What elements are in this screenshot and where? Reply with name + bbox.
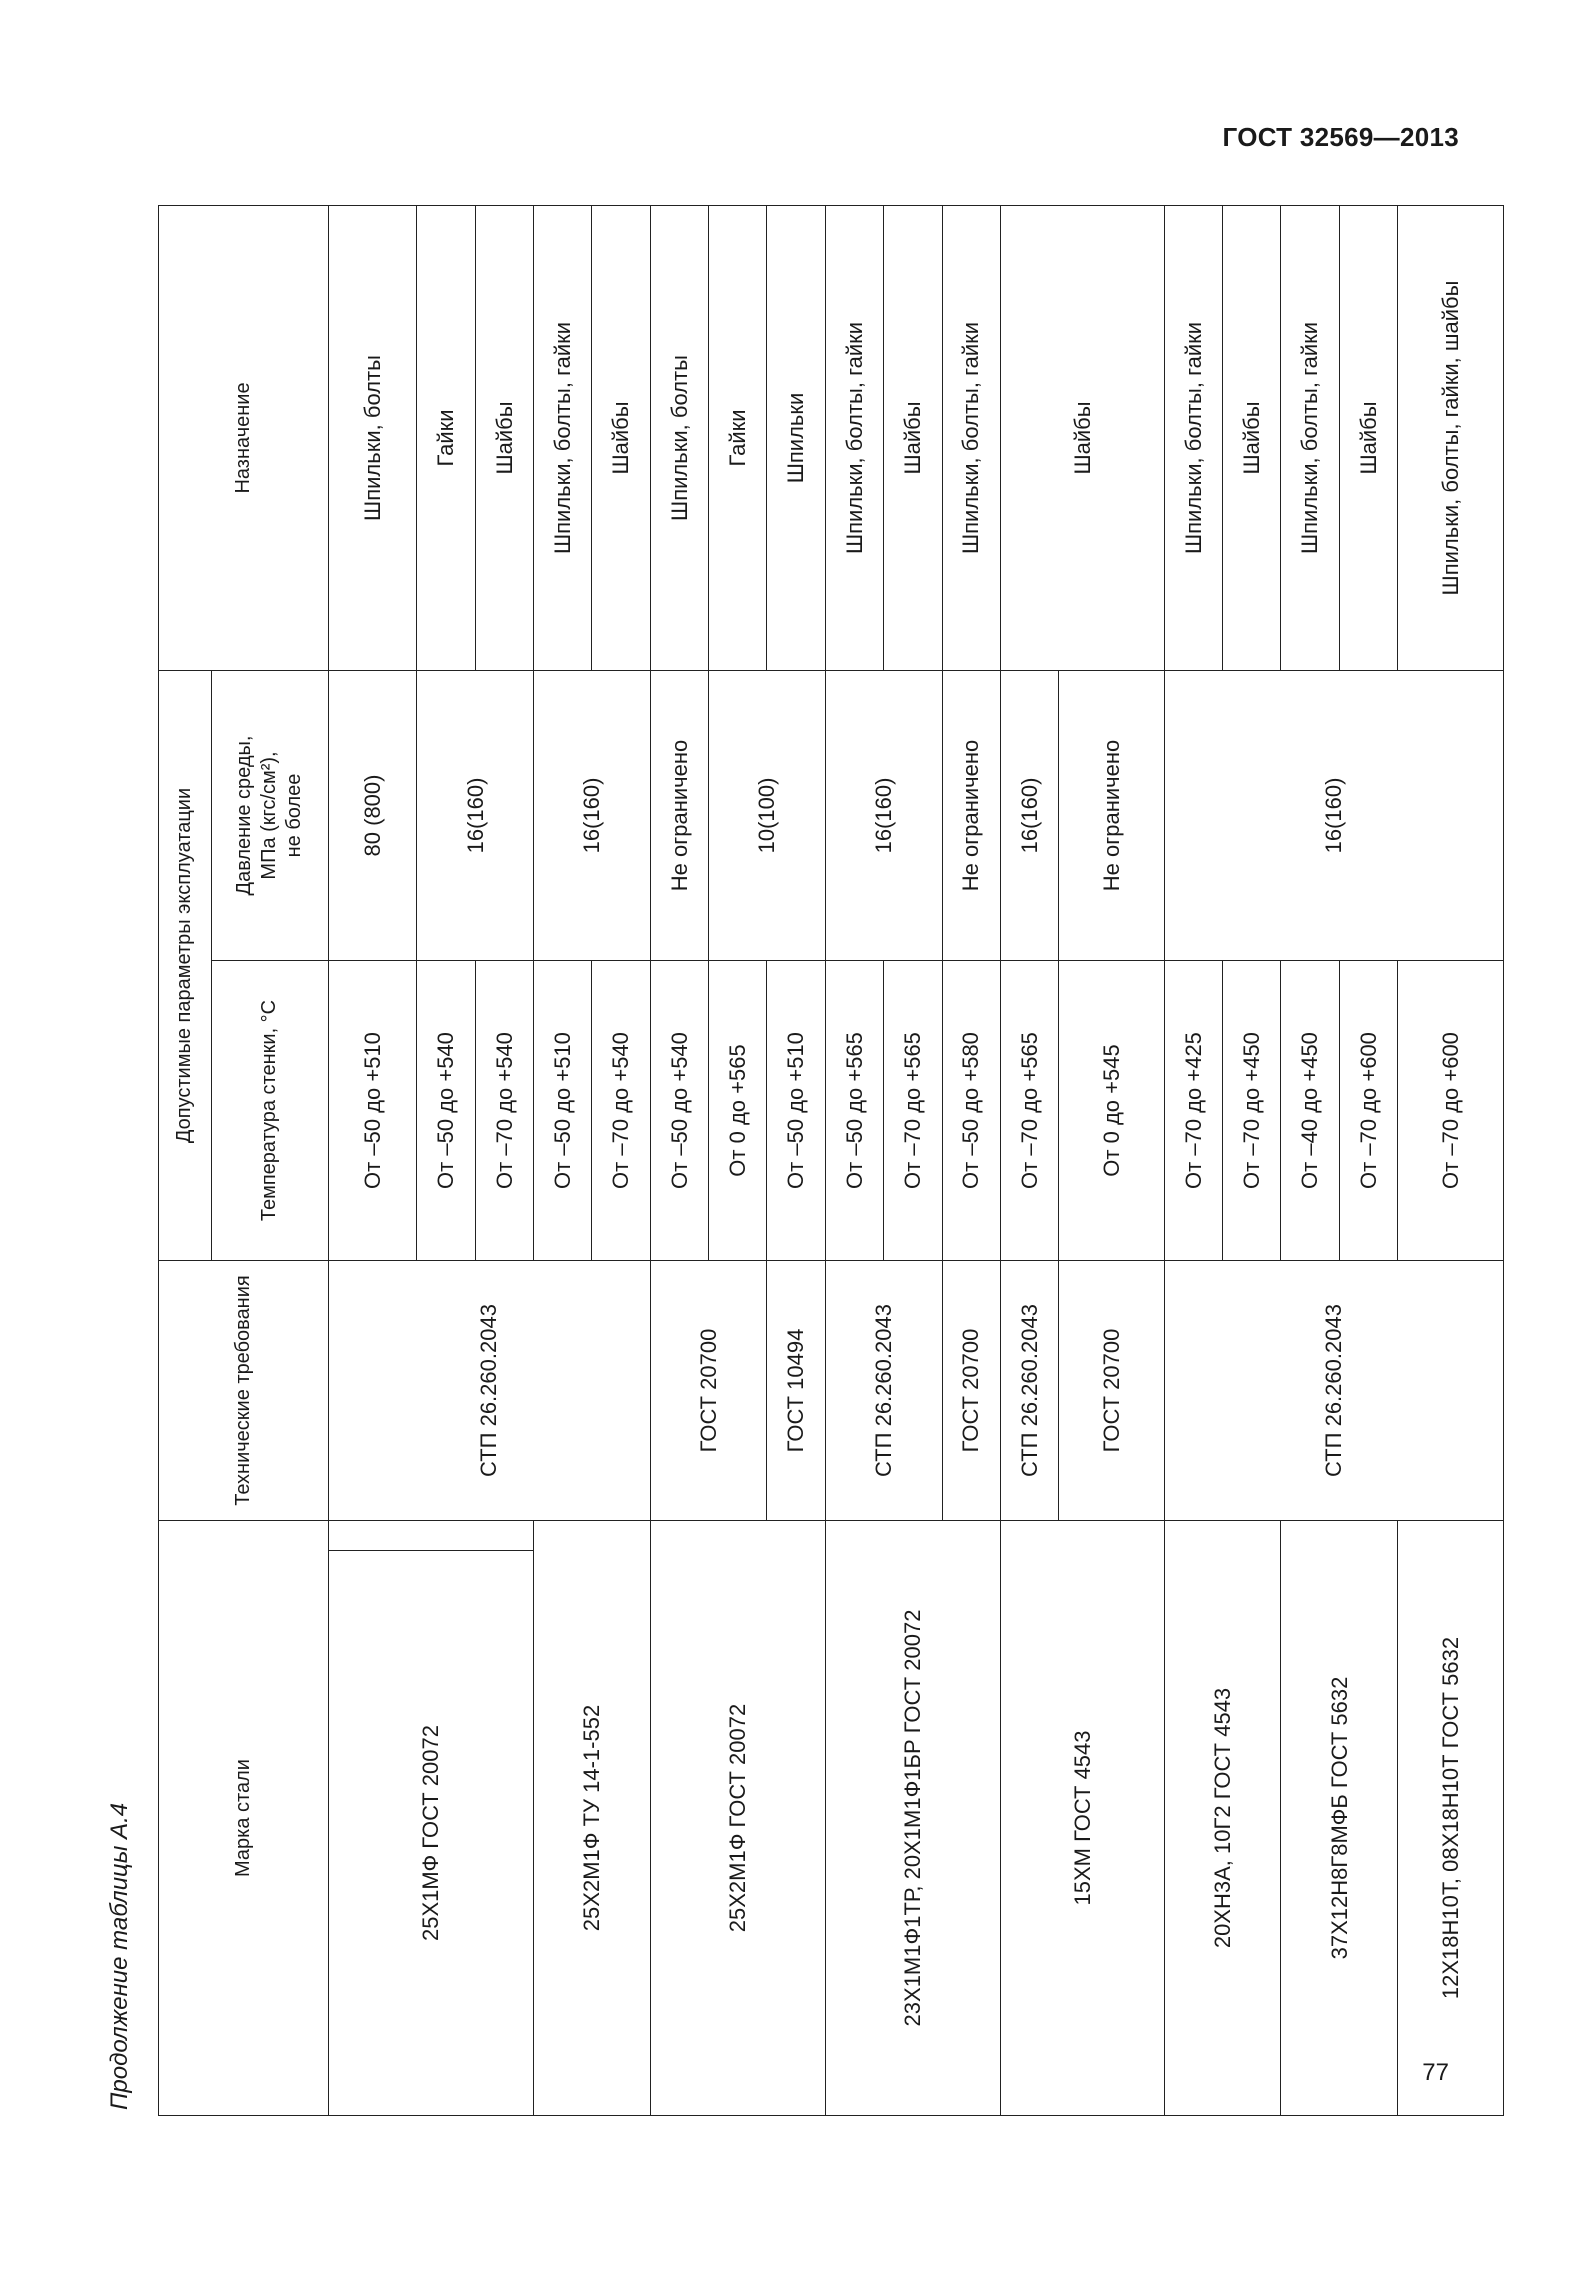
- table-cell-purpose: Шпильки, болты, гайки: [1164, 205, 1222, 670]
- table-cell-grade: 37Х12Н8Г8МФБ ГОСТ 5632: [1281, 1521, 1398, 2116]
- table-cell-purpose: Шпильки: [767, 205, 825, 670]
- table-cell-purpose: Гайки: [709, 205, 767, 670]
- table-cell-technical: ГОСТ 20700: [1059, 1261, 1165, 1521]
- table-cell-temperature: От –70 до +600: [1398, 961, 1504, 1261]
- table-cell-purpose: Шайбы: [592, 205, 650, 670]
- table-cell-grade: 15ХМ ГОСТ 4543: [1000, 1521, 1164, 2116]
- header-pressure: Давление среды, МПа (кгс/см²), не более: [211, 670, 328, 960]
- table-cell-purpose: Шпильки, болты: [650, 205, 708, 670]
- table-cell-purpose: Шпильки, болты, гайки, шайбы: [1398, 205, 1504, 670]
- table-cell-temperature: От –50 до +580: [942, 961, 1000, 1261]
- table-cell-pressure: Не ограничено: [1059, 670, 1165, 960]
- table-cell-temperature: От –50 до +540: [650, 961, 708, 1261]
- table-cell-temperature: От –70 до +565: [1000, 961, 1058, 1261]
- table-cell-purpose: Шпильки, болты, гайки: [1281, 205, 1339, 670]
- table-cell-temperature: От –40 до +450: [1281, 961, 1339, 1261]
- table-cell-temperature: От –70 до +540: [592, 961, 650, 1261]
- table-cell-pressure: 16(160): [1000, 670, 1058, 960]
- table-cell-technical: ГОСТ 20700: [650, 1261, 767, 1521]
- page-number: 77: [1422, 2059, 1449, 2086]
- rotated-table-page: [106, 206, 1504, 2116]
- table-cell-technical: ГОСТ 10494: [767, 1261, 825, 1521]
- table-cell-grade: 12Х18Н10Т, 08Х18Н10Т ГОСТ 5632: [1398, 1521, 1504, 2116]
- table-cell-temperature: От –50 до +510: [534, 961, 592, 1261]
- table-cell-pressure: 16(160): [534, 670, 651, 960]
- header-grade: Марка стали: [159, 1521, 329, 2116]
- table-cell-purpose: Шпильки, болты, гайки: [534, 205, 592, 670]
- table-cell-purpose: Шайбы: [475, 205, 533, 670]
- table-cell-temperature: От –50 до +565: [825, 961, 883, 1261]
- table-cell-temperature: От 0 до +565: [709, 961, 767, 1261]
- table-cell-grade: 25Х2М1Ф ТУ 14-1-552: [534, 1521, 651, 2116]
- table-cell-pressure: Не ограничено: [942, 670, 1000, 960]
- table-cell-grade: 25Х1МФ ГОСТ 20072: [328, 1551, 534, 2116]
- table-cell-purpose: Шайбы: [1000, 205, 1164, 670]
- header-temperature: Температура стенки, °С: [211, 961, 328, 1261]
- table-cell-pressure: 16(160): [1164, 670, 1503, 960]
- table-cell-temperature: От –50 до +540: [417, 961, 475, 1261]
- table-cell-temperature: От –50 до +510: [328, 961, 417, 1261]
- table-cell-grade: 23Х1М1Ф1ТР, 20Х1М1Ф1БР ГОСТ 20072: [825, 1521, 1000, 2116]
- table-cell-pressure: 10(100): [709, 670, 826, 960]
- table-caption: Продолжение таблицы А.4: [106, 1802, 133, 2110]
- table-cell-temperature: От –70 до +565: [884, 961, 942, 1261]
- table-cell-technical: СТП 26.260.2043: [1000, 1261, 1058, 1521]
- table-cell-pressure: 16(160): [825, 670, 942, 960]
- table-cell-temperature: От –70 до +540: [475, 961, 533, 1261]
- table-cell-purpose: Шпильки, болты: [328, 205, 417, 670]
- table-cell-pressure: 80 (800): [328, 670, 417, 960]
- table-cell-technical: ГОСТ 20700: [942, 1261, 1000, 1521]
- table-cell-purpose: Шайбы: [1223, 205, 1281, 670]
- table-cell-temperature: От –70 до +450: [1223, 961, 1281, 1261]
- table-cell-grade: 25Х2М1Ф ГОСТ 20072: [650, 1521, 825, 2116]
- table-cell-temperature: От –70 до +600: [1339, 961, 1397, 1261]
- table-cell-grade: 20ХН3А, 10Г2 ГОСТ 4543: [1164, 1521, 1281, 2116]
- table-cell-technical: СТП 26.260.2043: [328, 1261, 650, 1521]
- table-cell-purpose: Шпильки, болты, гайки: [825, 205, 883, 670]
- table-cell-pressure: 16(160): [417, 670, 534, 960]
- document-standard-header: ГОСТ 32569—2013: [1222, 122, 1459, 152]
- steel-grades-table: [158, 205, 1504, 2116]
- table-cell-technical: СТП 26.260.2043: [825, 1261, 942, 1521]
- table-cell-technical: СТП 26.260.2043: [1164, 1261, 1503, 1521]
- header-purpose: Назначение: [159, 205, 329, 670]
- table-cell-temperature: От –50 до +510: [767, 961, 825, 1261]
- table-cell-purpose: Шайбы: [884, 205, 942, 670]
- table-cell-pressure: Не ограничено: [650, 670, 708, 960]
- header-params: Допустимые параметры эксплуатации: [159, 670, 212, 1260]
- table-cell-purpose: Шпильки, болты, гайки: [942, 205, 1000, 670]
- table-cell-temperature: От 0 до +545: [1059, 961, 1165, 1261]
- table-cell-purpose: Шайбы: [1339, 205, 1397, 670]
- table-cell-purpose: Гайки: [417, 205, 475, 670]
- table-cell-temperature: От –70 до +425: [1164, 961, 1222, 1261]
- table-cell-blank: [328, 1521, 534, 1551]
- header-technical: Технические требования: [159, 1261, 329, 1521]
